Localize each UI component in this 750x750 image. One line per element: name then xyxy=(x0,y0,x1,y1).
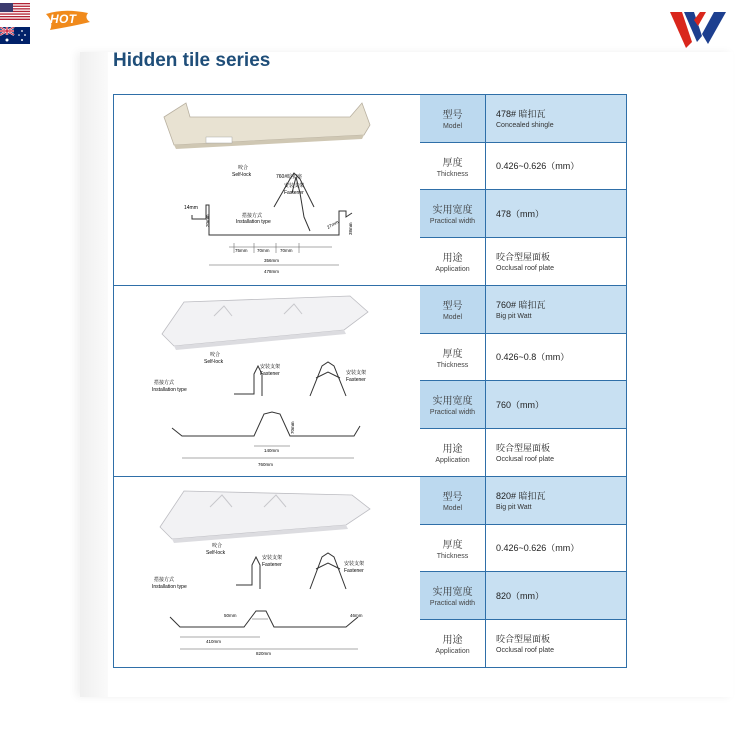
dim-label: 356mm xyxy=(264,258,280,263)
spec-label-en: Thickness xyxy=(436,170,469,178)
spec-model xyxy=(420,286,626,334)
dim-label: 478mm xyxy=(264,269,280,274)
spec-label-en: Model xyxy=(442,505,463,513)
spec-value-sub: Big pit Watt xyxy=(496,504,532,512)
fastener-en: Fastener xyxy=(260,371,280,377)
tile-820-photo xyxy=(160,491,370,543)
spec-label-cn: 型号 xyxy=(442,492,463,504)
dim-label: 70mm xyxy=(257,248,270,253)
spec-label-cn: 实用宽度 xyxy=(432,587,473,599)
spec-label-cn: 用途 xyxy=(442,444,463,456)
self-lock-en: Self-lock xyxy=(232,172,252,178)
tile-760-photo xyxy=(162,296,368,350)
spec-value: 478（mm） xyxy=(496,208,545,219)
dim-label: 70mm xyxy=(280,248,293,253)
fastener2-en: Fastener xyxy=(346,377,366,383)
self-lock-en: Self-lock xyxy=(206,550,226,556)
fastener-en: Fastener xyxy=(262,562,282,568)
spec-application xyxy=(420,238,626,286)
spec-value: 咬合型屋面板 xyxy=(496,634,551,645)
spec-value-sub: Occlusal roof plate xyxy=(496,456,554,464)
us-flag-icon[interactable] xyxy=(0,3,30,20)
spec-value: 0.426~0.626（mm） xyxy=(496,543,580,554)
spec-model xyxy=(420,477,626,525)
spec-label-cn: 型号 xyxy=(442,301,463,313)
product-row-760 xyxy=(114,286,626,477)
spec-label-en: Model xyxy=(442,123,463,131)
spec-label-cn: 厚度 xyxy=(442,348,463,360)
spec-thickness xyxy=(420,143,626,191)
spec-label-cn: 实用宽度 xyxy=(432,396,473,408)
product-row-478 xyxy=(114,95,626,286)
dim-label: 70mm xyxy=(290,421,295,434)
install-cn: 搭接方式 xyxy=(242,213,263,219)
fastener-cn: 安装支架 xyxy=(260,364,281,370)
spec-label-cn: 厚度 xyxy=(442,157,463,169)
spec-label-cn: 实用宽度 xyxy=(432,205,473,217)
dim-label: 760mm xyxy=(258,462,274,467)
product-row-820 xyxy=(114,477,626,668)
spec-label-en: Application xyxy=(435,457,470,465)
dim-label: 820mm xyxy=(256,651,272,656)
spec-label-en: Practical width xyxy=(429,218,476,226)
brand-logo-icon[interactable] xyxy=(668,8,728,50)
product-image-cell xyxy=(114,95,421,285)
dim-label: 46mm xyxy=(350,613,363,618)
australia-flag-icon[interactable] xyxy=(0,27,30,44)
spec-practical-width xyxy=(420,190,626,238)
spec-thickness xyxy=(420,334,626,382)
dim-label: 50mm xyxy=(224,613,237,618)
hot-badge-label: HOT xyxy=(50,12,77,26)
spec-model xyxy=(420,95,626,143)
dim-label: 20mm xyxy=(205,214,210,227)
spec-label-en: Thickness xyxy=(436,361,469,369)
tile-478-drawing xyxy=(114,95,420,285)
fastener2-en: Fastener xyxy=(344,568,364,574)
dim-label: 75mm xyxy=(235,248,248,253)
tile-478-photo xyxy=(164,103,370,149)
spec-label-cn: 用途 xyxy=(442,253,463,265)
dim-label: 27mm xyxy=(326,219,340,230)
fastener-cn: 760#暗扣座 xyxy=(276,174,303,180)
dim-label: 14mm xyxy=(184,205,198,211)
spec-practical-width xyxy=(420,572,626,620)
fastener2-cn: 安装支架 xyxy=(346,370,367,376)
product-image-cell xyxy=(114,477,421,667)
spec-label-cn: 型号 xyxy=(442,110,463,122)
fastener-en: Fastener xyxy=(284,190,304,196)
install-en: Installation type xyxy=(236,219,271,225)
spec-label-en: Application xyxy=(435,266,470,274)
spec-value: 0.426~0.8（mm） xyxy=(496,352,570,363)
self-lock-en: Self-lock xyxy=(204,359,224,365)
fastener2-cn: 安装支架 xyxy=(344,561,365,567)
install-cn: 搭接方式 xyxy=(154,577,175,583)
tile-820-drawing xyxy=(114,477,420,667)
dim-label: 38mm xyxy=(348,222,353,235)
spec-label-cn: 用途 xyxy=(442,635,463,647)
install-cn: 搭接方式 xyxy=(154,380,175,386)
spec-value-sub: Concealed shingle xyxy=(496,122,554,130)
product-image-cell xyxy=(114,286,421,476)
fastener-cn: 安装支架 xyxy=(262,555,283,561)
spec-label-en: Practical width xyxy=(429,600,476,608)
self-lock-cn: 咬合 xyxy=(210,352,221,358)
spec-value: 820# 暗扣瓦 xyxy=(496,491,546,502)
spec-label-en: Model xyxy=(442,314,463,322)
spec-label-en: Practical width xyxy=(429,409,476,417)
spec-label-en: Thickness xyxy=(436,552,469,560)
dim-label: 410mm xyxy=(206,639,222,644)
self-lock-cn: 咬合 xyxy=(212,543,223,549)
spec-value: 820（mm） xyxy=(496,590,545,601)
spec-value-sub: Occlusal roof plate xyxy=(496,265,554,273)
spec-value: 760（mm） xyxy=(496,399,545,410)
dim-label: 140mm xyxy=(264,448,280,453)
spec-label-en: Application xyxy=(435,648,470,656)
spec-application xyxy=(420,620,626,668)
spec-value: 0.426~0.626（mm） xyxy=(496,161,580,172)
spec-value-sub: Big pit Watt xyxy=(496,313,532,321)
spec-value: 478# 暗扣瓦 xyxy=(496,109,546,120)
page-title: Hidden tile series xyxy=(113,50,271,71)
spec-value: 咬合型屋面板 xyxy=(496,443,551,454)
spec-thickness xyxy=(420,525,626,573)
tile-760-drawing xyxy=(114,286,420,476)
panel-side-strip xyxy=(80,52,108,697)
spec-value-sub: Occlusal roof plate xyxy=(496,647,554,655)
spec-practical-width xyxy=(420,381,626,429)
spec-application xyxy=(420,429,626,477)
spec-label-cn: 厚度 xyxy=(442,539,463,551)
self-lock-cn: 咬合 xyxy=(238,165,249,171)
install-en: Installation type xyxy=(152,584,187,590)
fastener-cn-2: 安装支架 xyxy=(284,183,305,189)
spec-value: 咬合型屋面板 xyxy=(496,252,551,263)
product-spec-table xyxy=(113,94,627,668)
install-en: Installation type xyxy=(152,387,187,393)
spec-value: 760# 暗扣瓦 xyxy=(496,300,546,311)
